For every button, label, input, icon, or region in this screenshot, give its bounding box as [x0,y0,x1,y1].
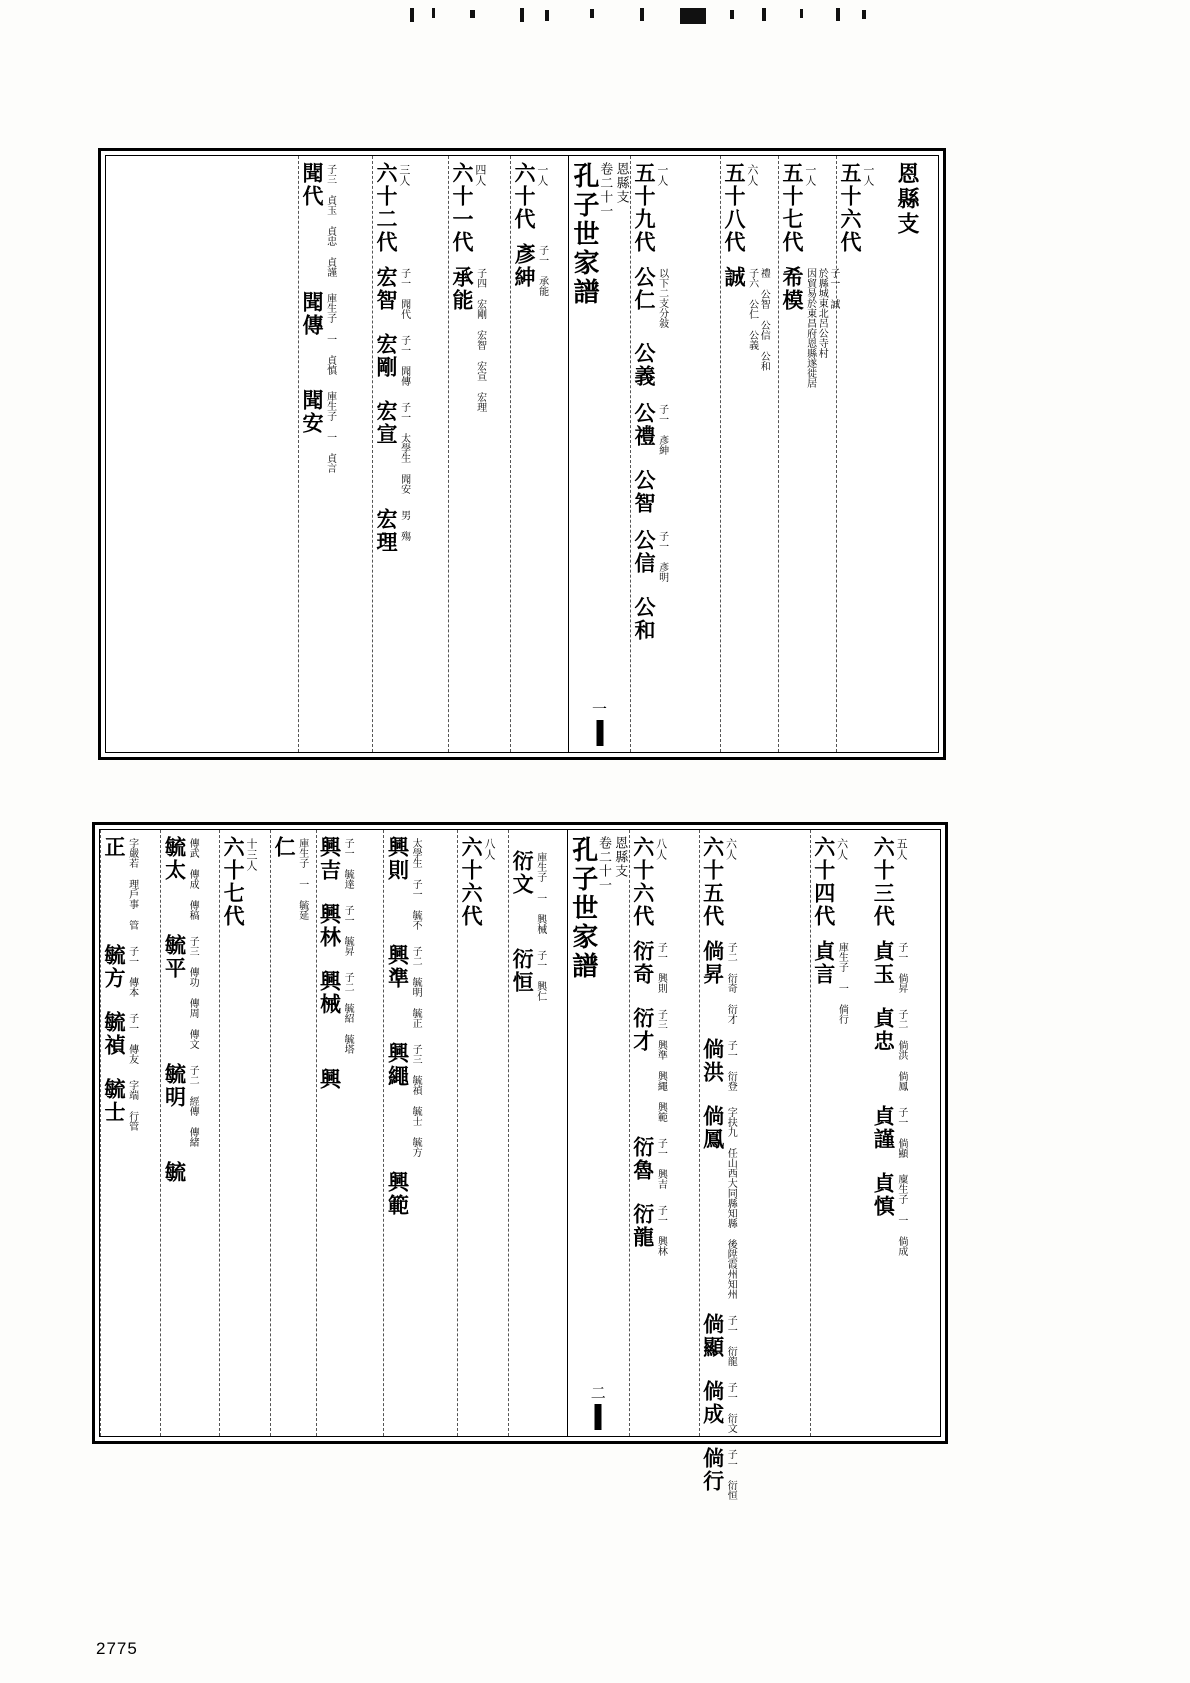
generation-count: 六人 [745,164,759,186]
person-name: 毓明 [162,1063,188,1109]
generation-count: 四人 [473,164,487,186]
generation-count: 八人 [483,838,496,860]
generation-label: 五十八代 [722,162,748,254]
volume-note: 卷二十一 [596,836,611,892]
person-note: 子三 傳功 傳周 傳文 [187,936,199,1049]
generation-label: 六十五代 [700,836,726,928]
generation-count: 六人 [835,838,849,860]
person-note: 字扶九 任山西大同縣知縣 後陞霞州知州 [725,1107,737,1299]
generation-label: 五十九代 [632,162,658,254]
person-note: 子二 毓明 毓正 [410,946,422,1028]
person-note: 男 殤 [398,510,410,541]
panel1-column-gen61 [448,156,510,752]
person-name: 聞代 [300,162,326,208]
generation-label: 六十七代 [221,836,247,928]
person-note: 子一 毓昇 [342,905,354,956]
panel1-column-gen59 [630,156,720,752]
person-note: 子一 聞傳 [398,335,410,386]
person-name: 彥紳 [512,243,538,289]
generation-count: 十三人 [244,838,258,871]
branch-note: 恩縣支 [612,836,628,878]
person-name: 倘行 [700,1447,726,1493]
person-note: 子一 倘顯 [895,1107,907,1158]
person-name: 衍文 [510,850,536,896]
person-name: 公仁 [632,266,658,312]
document-title: 孔子世家譜 [567,836,598,981]
person-note: 庫生子 一 貞言 [324,391,336,473]
person-note: 子一 興仁 [534,950,546,1001]
person-note: 子三 貞玉 貞忠 貞謹 [324,164,336,277]
person-name: 宏理 [374,508,400,554]
person-name: 衍奇 [630,940,656,986]
folio-number: 2775 [96,1639,138,1658]
generation-count: 八人 [654,838,668,860]
panel1-column-gen60 [510,156,568,752]
person-note: 子一 誠 [827,268,839,309]
person-name: 倘成 [700,1380,726,1426]
person-note: 因貿易於東昌府恩縣遂徙居 [804,268,816,388]
panel2-column-gen67b [316,830,384,1436]
document-title: 孔子世家譜 [569,162,599,307]
person-note: 子一 聞代 [398,268,410,319]
person-name: 衍龍 [630,1203,656,1249]
person-name: 興準 [385,944,411,990]
person-name: 毓 [162,1161,188,1184]
person-name: 貞玉 [871,940,897,986]
person-name: 誠 [722,266,748,289]
person-note: 庫生子 一 貞慎 [324,293,336,375]
person-name: 貞言 [811,940,837,986]
branch-note: 恩縣支 [613,162,629,204]
person-name: 承能 [450,266,476,312]
generation-label: 六十六代 [630,836,656,928]
person-note: 子一 傳本 [126,946,138,997]
person-name: 聞安 [300,389,326,435]
panel2-column-gen65 [699,830,810,1500]
generation-count: 一人 [655,164,669,186]
volume-note: 卷二十一 [597,162,613,218]
person-name: 興範 [385,1171,411,1217]
person-name: 毓方 [102,944,128,990]
panel1-column-gen57 [778,156,839,752]
fishtail-mark [595,1404,602,1430]
person-name: 倘顯 [700,1313,726,1359]
generation-count: 五人 [895,838,909,860]
person-name: 宏智 [374,266,400,312]
generation-label: 六十二代 [374,162,400,254]
person-note: 子三 興準 興繩 興範 [655,1009,667,1122]
genealogy-panel-top [98,148,946,760]
person-note: 子二 倘洪 倘鳳 [895,1009,907,1091]
sheet-number: 一 [590,701,608,716]
scan-edge-artifacts [0,8,1190,30]
person-note: 子一 倘昇 [895,942,907,993]
generation-label: 六十三代 [871,836,897,928]
generation-count: 一人 [535,164,549,186]
generation-label: 五十六代 [838,162,864,254]
person-name: 興林 [317,903,343,949]
person-name: 宏宣 [374,400,400,446]
generation-label: 六十代 [512,162,538,231]
person-name: 倘昇 [700,940,726,986]
person-note: 太學生 子一 毓不 [410,838,422,930]
person-note: 廩生子 一 倘成 [895,1174,907,1256]
genealogy-panel-bottom [92,822,948,1500]
person-note: 子一 衍文 [725,1382,737,1433]
generation-label: 五十七代 [780,162,806,254]
person-name: 興 [317,1068,343,1091]
panel2-column-gen66-cont [508,830,567,1436]
branch-header-label: 恩縣支 [894,162,920,237]
generation-label: 六十六代 [459,836,485,928]
panel2-column-gen63 [870,830,940,1436]
person-name: 毓禎 [102,1011,128,1057]
person-note: 子一 彥紳 [656,404,668,455]
panel1-column-children [298,156,372,752]
panel2-column-children-a [160,830,219,1436]
person-note: 字嚴若 理戶事 管 [126,838,138,930]
person-note: 子二 毓紹 毓塔 [342,972,354,1054]
person-name: 公智 [632,469,658,515]
person-name: 貞忠 [871,1007,897,1053]
person-note: 子四 宏剛 宏智 宏宣 宏理 [474,268,486,412]
person-name: 衍魯 [630,1136,656,1182]
panel2-title-column [567,830,629,1436]
panel1-column-gen58 [720,156,778,752]
person-note: 子六 公仁 公義 [746,268,758,350]
person-note: 子一 興林 [655,1205,667,1256]
person-name: 公信 [632,529,658,575]
person-name: 貞謹 [871,1105,897,1151]
person-note: 子一 衍登 [725,1040,737,1091]
person-name: 希模 [780,266,806,312]
sheet-number: 二 [588,1385,607,1400]
person-name: 倘鳳 [700,1105,726,1151]
person-name: 聞傳 [300,291,326,337]
person-name: 衍恒 [510,948,536,994]
person-note: 子一 衍恒 [725,1449,737,1500]
person-note: 子一 傳友 [126,1013,138,1064]
panel2-column-gen64 [810,830,870,1436]
panel2-column-gen67-label [219,830,270,1436]
generation-label: 六十四代 [811,836,837,928]
generation-count: 三人 [397,164,411,186]
person-name: 興械 [317,970,343,1016]
fishtail-mark [596,720,603,746]
person-name: 宏剛 [374,333,400,379]
person-name: 貞慎 [871,1172,897,1218]
person-name: 毓太 [162,836,188,882]
person-name: 衍才 [630,1007,656,1053]
person-note: 傳武 傳成 傳稿 [187,838,199,920]
person-note: 子一 興吉 [655,1138,667,1189]
person-note: 子一 衍龍 [725,1315,737,1366]
person-note: 字端 行管 [126,1080,138,1131]
person-note: 子一 毓達 [342,838,354,889]
person-name: 興則 [385,836,411,882]
person-name: 公禮 [632,402,658,448]
person-name: 正 [102,836,128,859]
person-name: 毓士 [102,1078,128,1124]
person-name: 毓平 [162,934,188,980]
generation-count: 一人 [803,164,817,186]
panel2-column-gen67a [383,830,457,1436]
panel1-column-gen62 [372,156,448,752]
panel1-header-label-column [890,156,938,752]
panel1-column-gen56 [836,156,890,752]
person-name: 公和 [632,596,658,642]
person-note: 禮 公智 公信 公和 [758,268,770,371]
person-note: 庫生子 一 倘行 [836,942,848,1024]
panel1-title-column [568,156,630,752]
person-note: 以下二支分敍 [656,268,668,328]
person-note: 子三 毓禎 毓士 毓方 [410,1044,422,1157]
generation-count: 一人 [861,164,875,186]
panel2-column-gen66 [629,830,699,1436]
panel2-column-ren [270,830,315,1436]
person-name: 興繩 [385,1042,411,1088]
person-name: 公義 [632,342,658,388]
person-name: 興吉 [317,836,343,882]
person-note: 子一 興則 [655,942,667,993]
person-note: 子一 彥明 [656,531,668,582]
generation-label: 六十一代 [450,162,476,254]
person-note: 子一 承能 [536,245,548,296]
person-note: 子一 太學生 聞安 [398,402,410,494]
person-note: 於縣城東北呂公寺村 [816,268,828,358]
panel2-column-gen66-label [457,830,508,1436]
person-note: 庫生子 一 毓延 [296,838,308,920]
person-name: 仁 [272,836,298,859]
person-note: 子二 經傳 傳緒 [187,1065,199,1147]
panel2-column-children-b [100,830,160,1436]
generation-count: 六人 [724,838,738,860]
person-name: 倘洪 [700,1038,726,1084]
person-note: 庫生子 一 興械 [534,852,546,934]
person-note: 子二 衍奇 衍才 [725,942,737,1024]
